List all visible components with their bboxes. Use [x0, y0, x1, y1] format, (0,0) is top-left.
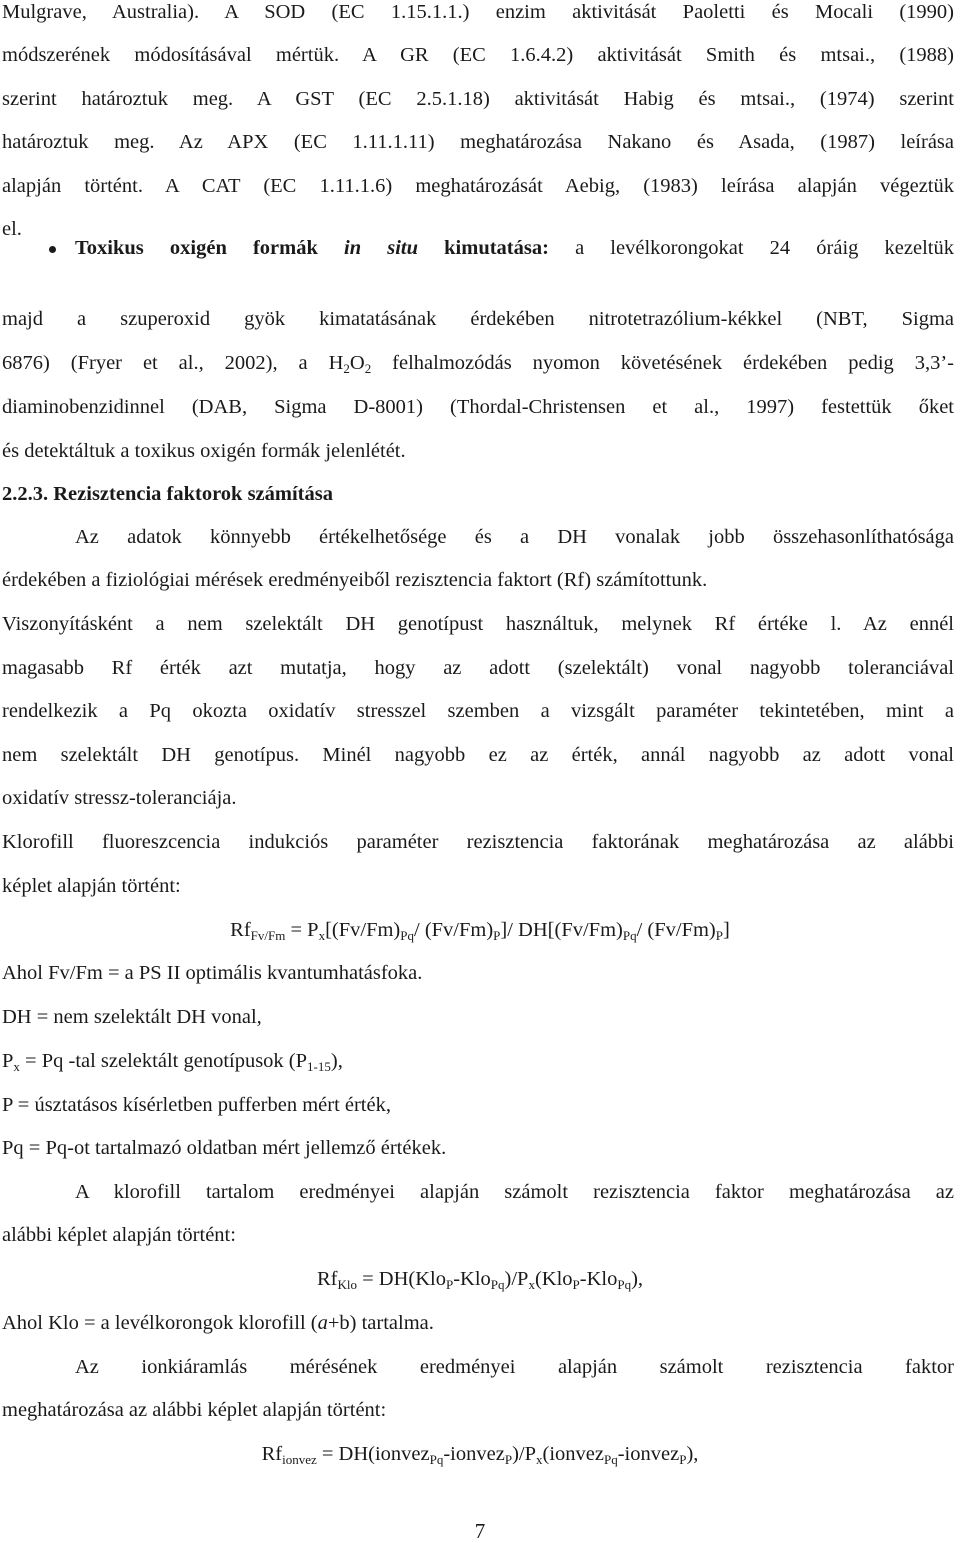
formula-part: ), [686, 1443, 699, 1465]
paragraph-line: képlet alapján történt: [2, 875, 181, 897]
bullet-heading-part: Toxikus oxigén formák [75, 237, 345, 259]
paragraph-line: Az ionkiáramlás mérésének eredményei alapján számolt rezisztencia faktor [75, 1356, 954, 1378]
paragraph-line: Mulgrave, Australia). A SOD (EC 1.15.1.1.) enzim aktivitását Paoletti és Mocali (1990) [2, 1, 954, 23]
text-run: 6876) (Fryer et al., 2002), a H [2, 352, 344, 374]
bullet-first-line [75, 236, 954, 260]
paragraph-line [2, 351, 954, 375]
subscript: P [572, 1277, 580, 1292]
subscript: x [528, 1277, 535, 1292]
formula-fv-fm [0, 918, 960, 942]
text-run: Ahol Klo = a levélkorongok klorofill ( [2, 1312, 318, 1334]
formula-klo [0, 1267, 960, 1291]
subscript: 1-15 [307, 1059, 331, 1074]
formula-part: -Klo [453, 1268, 491, 1290]
formula-part: Rf [261, 1443, 283, 1465]
text-run: ), [330, 1050, 343, 1072]
formula-part: = DH(Klo [356, 1268, 446, 1290]
subscript: Pq [604, 1452, 618, 1467]
definition-line [2, 1311, 954, 1335]
subscript: x [536, 1452, 543, 1467]
bullet-icon [49, 246, 56, 253]
formula-part: -ionvez [617, 1443, 680, 1465]
formula-part: )/P [504, 1268, 529, 1290]
subscript: Pq [400, 928, 414, 943]
definition-line [2, 1049, 954, 1073]
formula-part: / (Fv/Fm) [636, 919, 716, 941]
subscript: P [504, 1452, 513, 1467]
paragraph-line: meghatározása az alábbi képlet alapján történt: [2, 1399, 387, 1421]
paragraph-line: Az adatok könnyebb értékelhetősége és a DH vonalak jobb összehasonlíthatósága [75, 526, 954, 548]
formula-part: -ionvez [443, 1443, 505, 1465]
definition-line: Ahol Fv/Fm = a PS II optimális kvantumhatásfoka. [2, 962, 423, 984]
formula-part: ), [631, 1268, 644, 1290]
definition-line: P = úsztatásos kísérletben pufferben mért érték, [2, 1094, 391, 1116]
text-run: O [349, 352, 365, 374]
paragraph-line: módszerének módosításával mértük. A GR (EC 1.6.4.2) aktivitását Smith és mtsai., (1988) [2, 44, 954, 66]
bullet-heading-part: kimutatása: [418, 237, 549, 259]
formula-part: ] [722, 919, 730, 941]
paragraph-line: el. [2, 218, 22, 240]
formula-part: )/P [512, 1443, 537, 1465]
bullet-text: a levélkorongokat 24 óráig kezeltük [548, 237, 954, 259]
paragraph-line: magasabb Rf érték azt mutatja, hogy az adott (szelektált) vonal nagyobb toleranciával [2, 657, 954, 679]
bullet-heading-italic: in situ [344, 237, 419, 259]
paragraph-line: majd a szuperoxid gyök kimatatásának érdekében nitrotetrazólium-kékkel (NBT, Sigma [2, 308, 954, 330]
subscript: P [679, 1452, 687, 1467]
formula-part: ]/ DH[(Fv/Fm) [500, 919, 623, 941]
subscript: P [445, 1277, 454, 1292]
subscript: x [13, 1059, 20, 1074]
page-number: 7 [474, 1519, 486, 1543]
subscript: Klo [337, 1277, 357, 1292]
subscript: 2 [343, 361, 350, 376]
subscript: P [493, 928, 501, 943]
definition-line: Pq = Pq-ot tartalmazó oldatban mért jellemző értékek. [2, 1137, 447, 1159]
formula-part: Rf [230, 919, 251, 941]
paragraph-line: oxidatív stressz-toleranciája. [2, 787, 237, 809]
paragraph-line: alapján történt. A CAT (EC 1.11.1.6) meghatározását Aebig, (1983) leírása alapján végeztük [2, 175, 954, 197]
subscript: Pq [490, 1277, 505, 1292]
subscript: Pq [429, 1452, 444, 1467]
formula-part: = P [285, 919, 319, 941]
formula-part: = DH(ionvez [316, 1443, 430, 1465]
text-run: felhalmozódás nyomon követésének érdekében pedig 3,3’- [371, 352, 954, 374]
subscript: Fv/Fm [250, 928, 286, 943]
paragraph-line: diaminobenzidinnel (DAB, Sigma D-8001) (Thordal-Christensen et al., 1997) festettük őket [2, 396, 954, 418]
paragraph-line: Klorofill fluoreszcencia indukciós paraméter rezisztencia faktorának meghatározása az alábbi [2, 831, 954, 853]
formula-part: (ionvez [542, 1443, 604, 1465]
paragraph-line: és detektáltuk a toxikus oxigén formák jelenlétét. [2, 440, 406, 462]
paragraph-line: alábbi képlet alapján történt: [2, 1224, 236, 1246]
subscript: Pq [622, 928, 637, 943]
subscript: P [715, 928, 723, 943]
definition-line: DH = nem szelektált DH vonal, [2, 1006, 262, 1028]
paragraph-line: rendelkezik a Pq okozta oxidatív stresszel szemben a vizsgált paraméter tekintetében, mint a [2, 700, 954, 722]
formula-part: [(Fv/Fm) [325, 919, 401, 941]
paragraph-line: érdekében a fiziológiai mérések eredményeiből rezisztencia faktort (Rf) számítottunk. [2, 569, 708, 591]
subscript: ionvez [282, 1452, 317, 1467]
bullet-heading [75, 237, 549, 259]
subscript: x [318, 928, 326, 943]
paragraph-line: Viszonyításként a nem szelektált DH genotípust használtuk, melynek Rf értéke l. Az ennél [2, 613, 954, 635]
formula-part: (Klo [534, 1268, 573, 1290]
text-run: +b) tartalma. [327, 1312, 434, 1334]
paragraph-line: szerint határoztuk meg. A GST (EC 2.5.1.18) aktivitását Habig és mtsai., (1974) szerint [2, 88, 954, 110]
subscript: Pq [617, 1277, 632, 1292]
formula-ionvez [0, 1442, 960, 1466]
text-run: P [2, 1050, 14, 1072]
formula-part: -Klo [579, 1268, 618, 1290]
paragraph-line: A klorofill tartalom eredményei alapján számolt rezisztencia faktor meghatározása az [75, 1181, 954, 1203]
italic-run: a [317, 1312, 328, 1334]
formula-part: Rf [316, 1268, 338, 1290]
subscript: 2 [364, 361, 372, 376]
section-heading: 2.2.3. Rezisztencia faktorok számítása [2, 483, 333, 505]
paragraph-line: nem szelektált DH genotípus. Minél nagyobb ez az érték, annál nagyobb az adott vonal [2, 744, 954, 766]
paragraph-line: határoztuk meg. Az APX (EC 1.11.1.11) meghatározása Nakano és Asada, (1987) leírása [2, 131, 954, 153]
text-run: = Pq -tal szelektált genotípusok (P [19, 1050, 308, 1072]
formula-part: / (Fv/Fm) [414, 919, 494, 941]
